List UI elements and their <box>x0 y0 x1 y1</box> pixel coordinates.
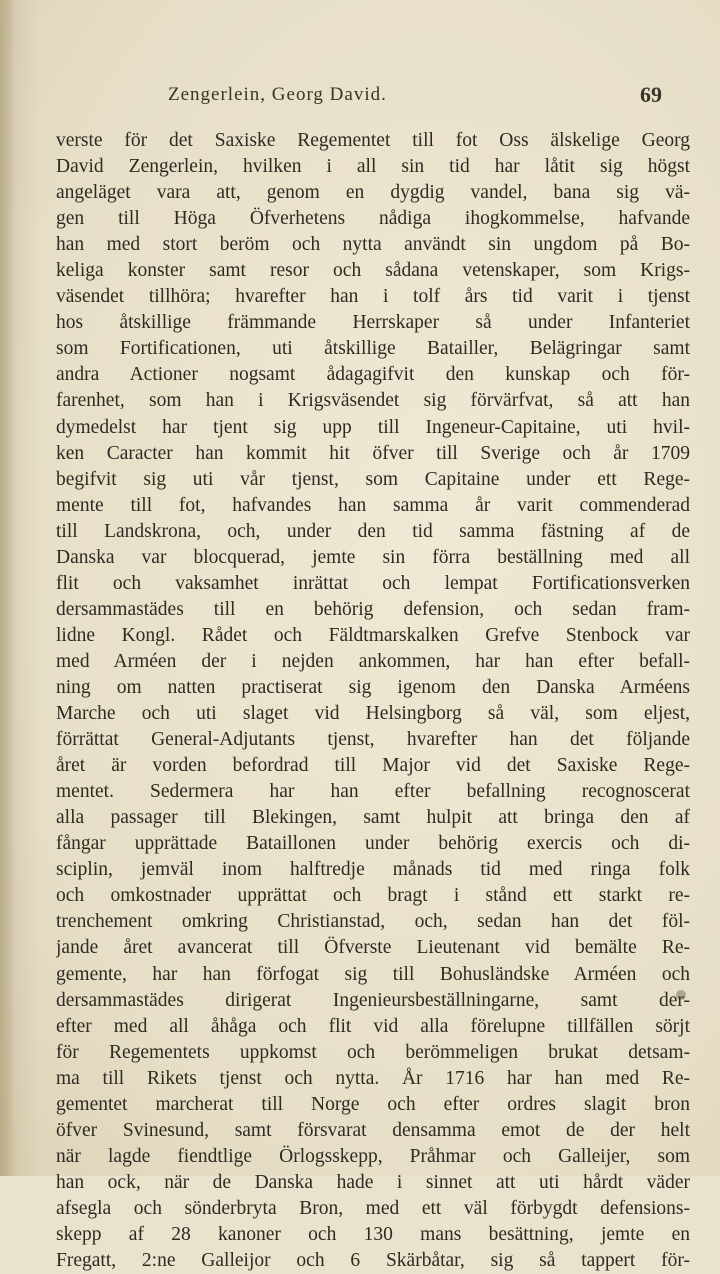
ink-smudge <box>676 990 686 1000</box>
text-line: ken Caracter han kommit hit öfver till Sverige och år 1709 <box>56 442 690 464</box>
text-line: keliga konster samt resor och sådana vetenskaper, som Krigs- <box>56 260 690 282</box>
running-head: Zengerlein, Georg David. <box>168 84 387 105</box>
text-line: alla passager till Blekingen, samt hulpit att bringa den af <box>56 807 690 829</box>
text-line: afsegla och sönderbryta Bron, med ett väl förbygdt defensions- <box>56 1197 690 1219</box>
text-line: han ock, när de Danska hade i sinnet att uti hårdt väder <box>56 1171 690 1193</box>
text-line: till Landskrona, och, under den tid samma fästning af de <box>56 520 690 542</box>
text-line: med Arméen der i nejden ankommen, har han efter befall- <box>56 650 690 672</box>
text-line: efter med all åhåga och flit vid alla förelupne tillfällen sörjt <box>56 1015 690 1037</box>
page-spine-shadow <box>0 0 14 1176</box>
text-line: andra Actioner nogsamt ådagagifvit den kunskap och för- <box>56 364 690 386</box>
text-line: gemente, har han förfogat sig till Bohusländske Arméen och <box>56 963 690 985</box>
text-line: mentet. Sedermera har han efter befallning recognoscerat <box>56 781 690 803</box>
text-line: för Regementets uppkomst och berömmeligen brukat detsam- <box>56 1041 690 1063</box>
text-line: året är vorden befordrad till Major vid det Saxiske Rege- <box>56 755 690 777</box>
text-line: Marche och uti slaget vid Helsingborg så väl, som eljest, <box>56 703 690 725</box>
text-line: dymedelst har tjent sig upp till Ingeneur-Capitaine, uti hvil- <box>56 416 690 438</box>
text-line: angeläget vara att, genom en dygdig vandel, bana sig vä- <box>56 182 690 204</box>
text-line: verste för det Saxiske Regementet till fot Oss älskelige Georg <box>56 130 690 151</box>
text-line: trenchement omkring Christianstad, och, sedan han det föl- <box>56 911 690 933</box>
text-line: när lagde fiendtlige Örlogsskepp, Pråhmar och Galleijer, som <box>56 1145 690 1167</box>
text-line: begifvit sig uti vår tjenst, som Capitaine under ett Rege- <box>56 468 690 490</box>
body-text <box>56 128 690 1274</box>
text-line: mente till fot, hafvandes han samma år varit commenderad <box>56 494 690 516</box>
text-line: hos åtskillige främmande Herrskaper så under Infanteriet <box>56 312 690 334</box>
text-line: sciplin, jemväl inom halftredje månads tid med ringa folk <box>56 859 690 881</box>
text-line: ning om natten practiserat sig igenom den Danska Arméens <box>56 676 690 698</box>
page-number: 69 <box>640 82 662 107</box>
text-line: förrättat General-Adjutants tjenst, hvarefter han det följande <box>56 729 690 751</box>
text-line: jande året avancerat till Öfverste Lieutenant vid bemälte Re- <box>56 937 690 959</box>
text-line: och omkostnader upprättat och bragt i stånd ett starkt re- <box>56 885 690 907</box>
text-line: farenhet, som han i Krigsväsendet sig förvärfvat, så att han <box>56 390 690 412</box>
text-line: dersammastädes till en behörig defension, och sedan fram- <box>56 598 690 620</box>
text-line: som Fortificationen, uti åtskillige Batailler, Belägringar samt <box>56 338 690 360</box>
text-line: skepp af 28 kanoner och 130 mans besättning, jemte en <box>56 1223 690 1245</box>
page-header <box>0 84 720 112</box>
text-line: ma till Rikets tjenst och nytta. År 1716 har han med Re- <box>56 1067 690 1089</box>
text-line: gen till Höga Öfverhetens nådiga ihogkommelse, hafvande <box>56 208 690 230</box>
text-line: Danska var blocquerad, jemte sin förra beställning med all <box>56 546 690 568</box>
text-line: dersammastädes dirigerat Ingenieursbeställningarne, samt der- <box>56 989 690 1011</box>
text-line: flit och vaksamhet inrättat och lempat Fortificationsverken <box>56 572 690 594</box>
text-line: David Zengerlein, hvilken i all sin tid har låtit sig högst <box>56 156 690 178</box>
text-line: gementet marcherat till Norge och efter ordres slagit bron <box>56 1093 690 1115</box>
text-line: öfver Svinesund, samt försvarat densamma emot de der helt <box>56 1119 690 1141</box>
text-line: väsendet tillhöra; hvarefter han i tolf års tid varit i tjenst <box>56 286 690 308</box>
text-line: fångar upprättade Bataillonen under behörig exercis och di- <box>56 833 690 855</box>
text-line: Fregatt, 2:ne Galleijor och 6 Skärbåtar, sig så tappert för- <box>56 1250 690 1272</box>
text-line: lidne Kongl. Rådet och Fäldtmarskalken Grefve Stenbock var <box>56 624 690 646</box>
text-line: han med stort beröm och nytta användt sin ungdom på Bo- <box>56 234 690 256</box>
